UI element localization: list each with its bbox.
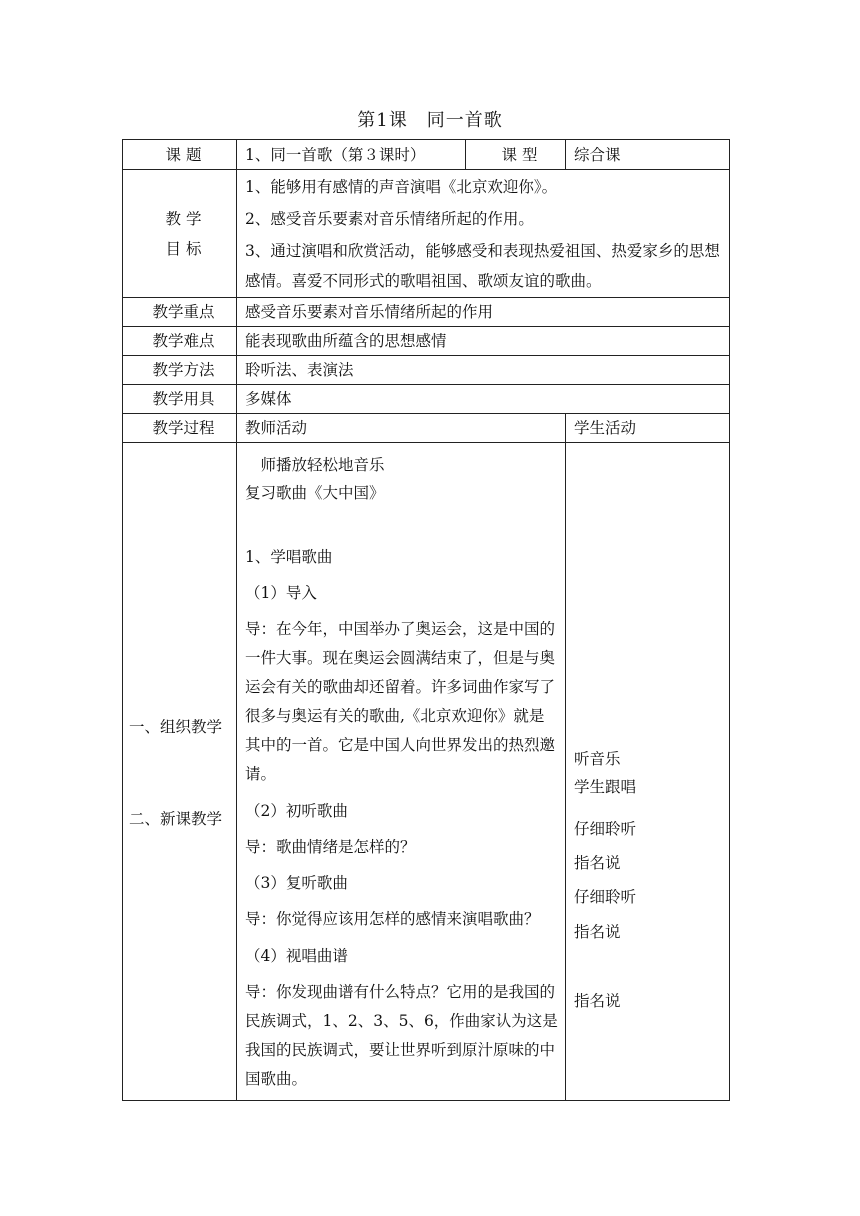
topic-value: 1、同一首歌（第３课时）	[237, 140, 466, 170]
goal-item-2: 2、感受音乐要素对音乐情绪所起的作用。	[245, 209, 534, 228]
student-sing-along: 学生跟唱	[574, 777, 637, 796]
teacher-step-second-listen: （3）复听歌曲	[245, 874, 348, 892]
student-listen-carefully-1: 仔细聆听	[574, 820, 637, 838]
teacher-step-music: 师播放轻松地音乐	[245, 456, 385, 474]
lesson-plan-table	[122, 139, 730, 1101]
teacher-second-listen-question: 导：你觉得应该用怎样的感情来演唱歌曲？	[245, 910, 540, 928]
row-goals	[123, 170, 730, 298]
goals-label	[123, 170, 237, 298]
topic-label: 课 题	[123, 140, 237, 170]
method-label: 教学方法	[123, 356, 237, 385]
teacher-activity-content	[237, 443, 566, 1101]
row-topic	[123, 140, 730, 170]
teacher-sight-sing-text: 导：你发现曲谱有什么特点？它用的是我国的民族调式，1、2、3、5、6，作曲家认为这是我国的民族调式，要让世界听到原汁原味的中国歌曲。	[245, 983, 558, 1088]
row-process-body	[123, 443, 730, 1101]
tools-value: 多媒体	[237, 385, 730, 414]
section-organize: 一、组织教学	[129, 717, 223, 736]
section-new-lesson: 二、新课教学	[129, 809, 223, 828]
page-title: 第1课 同一首歌	[357, 110, 503, 131]
teacher-step-first-listen: （2）初听歌曲	[245, 802, 348, 820]
row-method	[123, 356, 730, 385]
student-activity-content	[566, 443, 730, 1101]
type-value: 综合课	[566, 140, 730, 170]
process-sections	[123, 443, 237, 1101]
process-label: 教学过程	[123, 414, 237, 443]
key-point-value: 感受音乐要素对音乐情绪所起的作用	[237, 298, 730, 327]
row-process-header	[123, 414, 730, 443]
student-answer-3: 指名说	[574, 992, 621, 1010]
goal-item-3: 3、通过演唱和欣赏活动，能够感受和表现热爱祖国、热爱家乡的思想感情。喜爱不同形式的歌唱祖国、歌颂友谊的歌曲。	[245, 241, 720, 290]
student-listen-carefully-2: 仔细聆听	[574, 888, 637, 906]
student-activity-header: 学生活动	[566, 414, 730, 443]
goals-label-line2: 目 标	[165, 239, 202, 258]
teacher-step-review: 复习歌曲《大中国》	[245, 484, 385, 502]
goals-label-line1: 教 学	[165, 209, 202, 228]
difficulty-label: 教学难点	[123, 327, 237, 356]
goal-item-1: 1、能够用有感情的声音演唱《北京欢迎你》。	[245, 177, 558, 196]
goals-content	[237, 170, 730, 298]
teacher-step-sight-sing: （4）视唱曲谱	[245, 947, 348, 965]
teacher-first-listen-question: 导：歌曲情绪是怎样的？	[245, 838, 416, 856]
student-answer-1: 指名说	[574, 854, 621, 872]
row-key-point	[123, 298, 730, 327]
student-listen-music: 听音乐	[574, 749, 621, 768]
teacher-intro-text: 导：在今年，中国举办了奥运会，这是中国的一件大事。现在奥运会圆满结束了，但是与奥运会有关的歌曲却还留着。许多词曲作家写了很多与奥运有关的歌曲,《北京欢迎你》就是其中的一首。它是中国人向世界发出的热烈邀请。	[245, 620, 556, 783]
student-answer-2: 指名说	[574, 923, 621, 941]
row-tools	[123, 385, 730, 414]
teacher-activity-header: 教师活动	[237, 414, 566, 443]
key-point-label: 教学重点	[123, 298, 237, 327]
teacher-step-learn-song: 1、学唱歌曲	[245, 548, 333, 566]
method-value: 聆听法、表演法	[237, 356, 730, 385]
difficulty-value: 能表现歌曲所蕴含的思想感情	[237, 327, 730, 356]
tools-label: 教学用具	[123, 385, 237, 414]
teacher-step-intro: （1）导入	[245, 584, 317, 602]
row-difficulty	[123, 327, 730, 356]
type-label: 课 型	[466, 140, 566, 170]
